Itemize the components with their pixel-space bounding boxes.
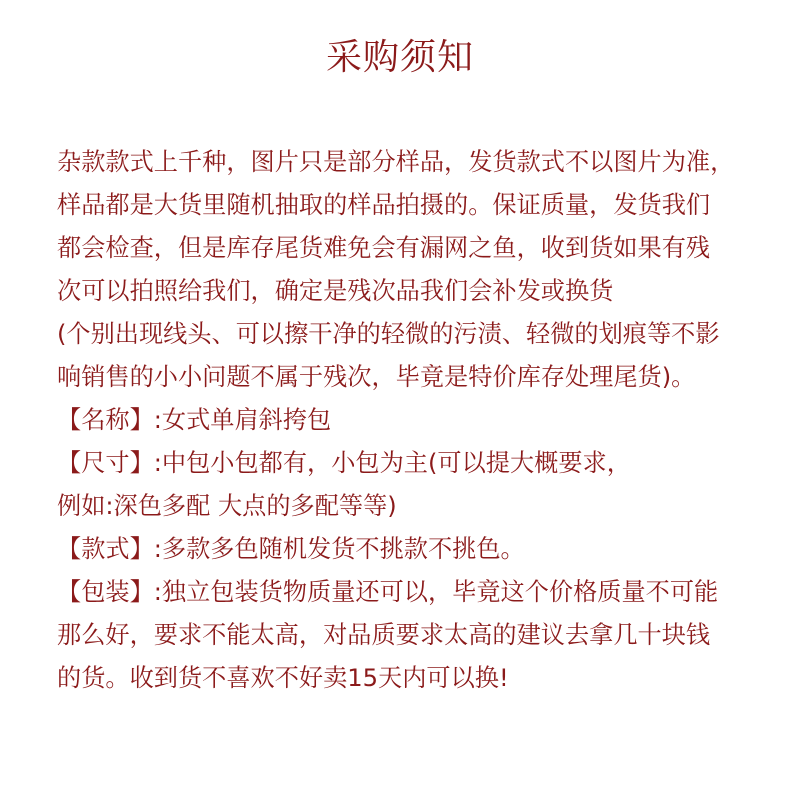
notice-line-1: 杂款款式上千种，图片只是部分样品，发货款式不以图片为准， bbox=[57, 148, 735, 176]
notice-line-3: 都会检查，但是库存尾货难免会有漏网之鱼，收到货如果有残 bbox=[57, 234, 711, 262]
style-line: 【款式】:多款多色随机发货不挑款不挑色。 bbox=[57, 535, 525, 563]
packaging-line-3: 的货。收到货不喜欢不好卖15天内可以换! bbox=[57, 664, 509, 692]
packaging-line-2: 那么好，要求不能太高，对品质要求太高的建议去拿几十块钱 bbox=[57, 621, 711, 649]
notice-line-4: 次可以拍照给我们，确定是残次品我们会补发或换货 bbox=[57, 277, 614, 305]
packaging-line-1: 【包装】:独立包装货物质量还可以，毕竟这个价格质量不可能 bbox=[57, 578, 719, 606]
size-example-line: 例如:深色多配 大点的多配等等) bbox=[57, 492, 397, 520]
notice-line-6: 响销售的小小问题不属于残次，毕竟是特价库存处理尾货)。 bbox=[57, 363, 696, 391]
notice-line-5: (个别出现线头、可以擦干净的轻微的污渍、轻微的划痕等不影 bbox=[57, 320, 720, 348]
name-line: 【名称】:女式单肩斜挎包 bbox=[57, 406, 332, 434]
notice-line-2: 样品都是大货里随机抽取的样品拍摄的。保证质量，发货我们 bbox=[57, 191, 711, 219]
size-line: 【尺寸】:中包小包都有，小包为主(可以提大概要求， bbox=[57, 449, 631, 477]
page-title: 采购须知 bbox=[325, 37, 474, 78]
notice-body bbox=[57, 141, 772, 700]
